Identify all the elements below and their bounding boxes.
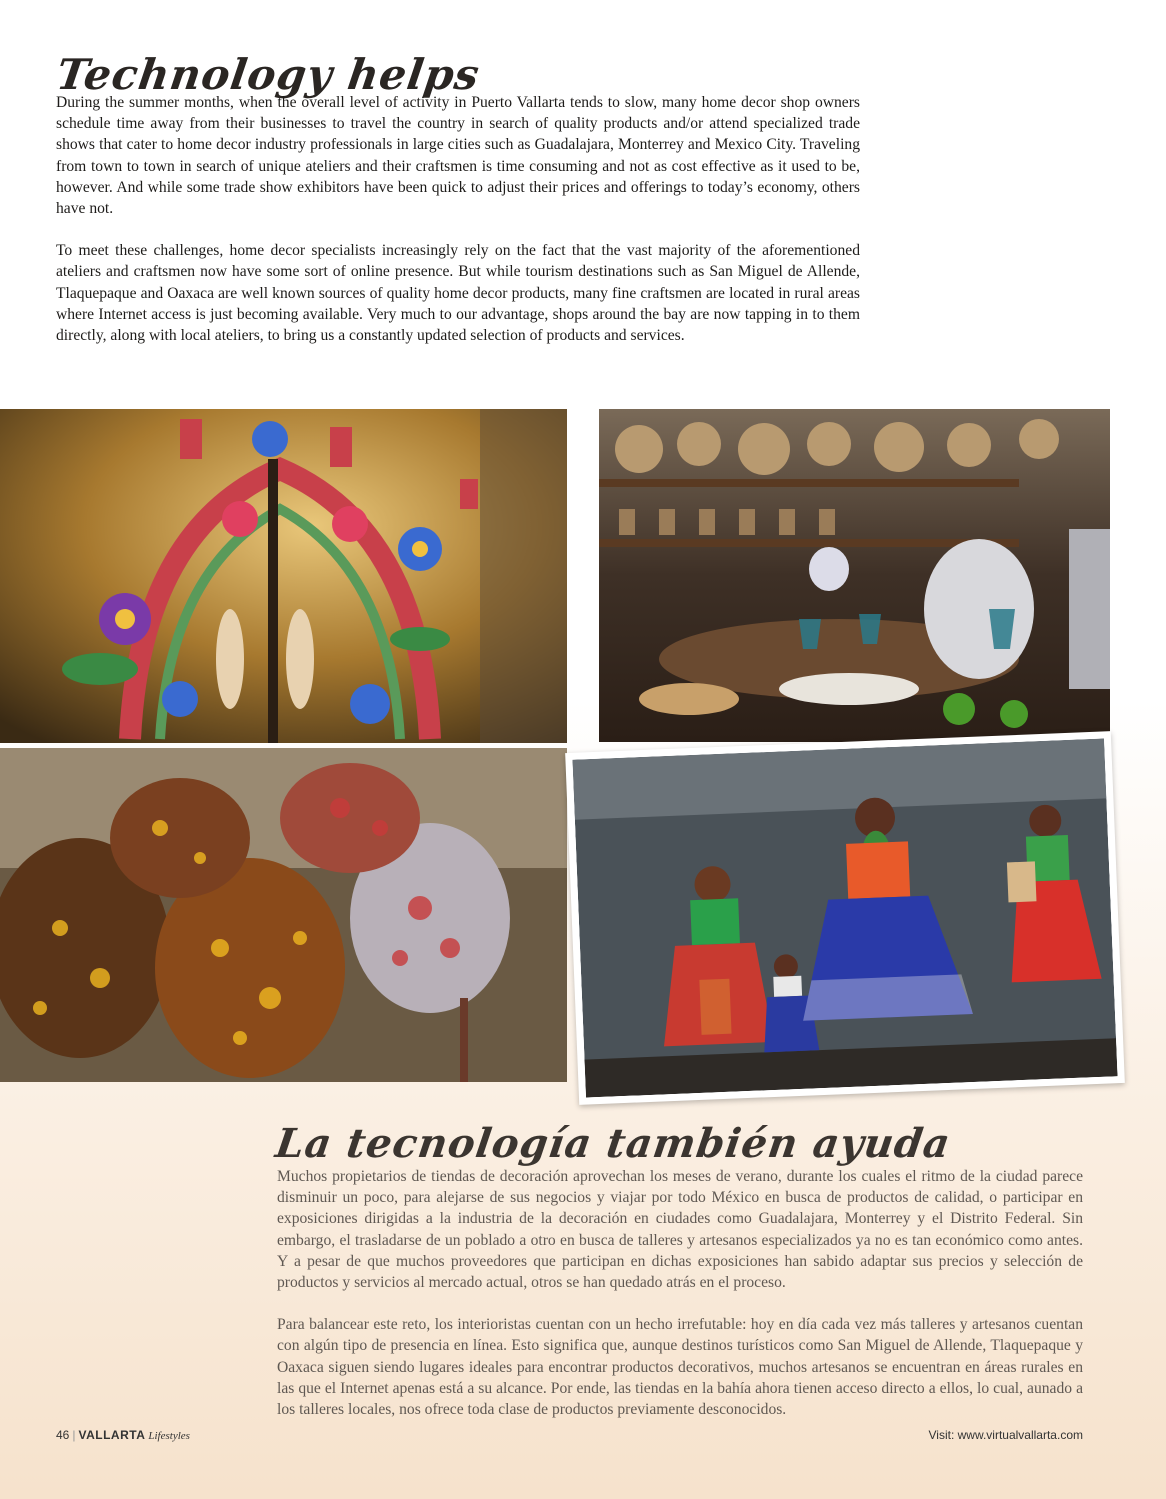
english-paragraph-2: To meet these challenges, home decor specialists increasingly rely on the fact that the vast majority of the aforementioned ateliers and craftsmen now have some sort of online presence. But while tourism destinations such as San Miguel de Allende, Tlaquepaque and Oaxaca are well known sources of quality home decor products, many fine craftsmen are located in rural areas where Internet access is just becoming available. Very much to our advantage, shops around the bay are now tapping in to them directly, along with local ateliers, to bring us a constantly updated selection of products and services. (56, 242, 860, 345)
folk-dolls-photo (572, 738, 1117, 1097)
magazine-brand-sub: Lifestyles (148, 1430, 190, 1442)
spanish-body (277, 1166, 1083, 1441)
footer-page-info (56, 1428, 190, 1442)
footer-website[interactable]: Visit: www.virtualvallarta.com (928, 1428, 1083, 1442)
spanish-title: La tecnología también ayuda (272, 1120, 954, 1167)
spanish-paragraph-2: Para balancear este reto, los interioristas cuentan con un hecho irrefutable: hoy en día cada vez más talleres y artesanos cuentan con algún tipo de presencia en línea. Esto significa que, aunque destinos turísticos como San Miguel de Allende, Tlaquepaque y Oaxaca siguen siendo lugares ideales para encontrar productos decorativos, muchos artesanos se encuentran en áreas rurales en las que el Internet apenas está a su alcance. Por ende, las tiendas en la bahía ahora tienen acceso directo a ellos, lo cual, aunado a los talleres locales, nos ofrece toda clase de productos previamente desconocidos. (277, 1316, 1083, 1419)
english-paragraph-1: During the summer months, when the overall level of activity in Puerto Vallarta tends to slow, many home decor shop owners schedule time away from their businesses to travel the country in search of quality products and/or attend specialized trade shows that cater to home decor industry professionals in large cities such as Guadalajara, Monterrey and Mexico City. Traveling from town to town in search of unique ateliers and their craftsmen is time consuming and not as cost effective as it used to be, however. And while some trade show exhibitors have been quick to adjust their prices and offerings to today’s economy, others have not. (56, 94, 860, 218)
footer-separator: | (72, 1428, 76, 1442)
english-body (56, 92, 860, 367)
blown-glasses-photo (0, 748, 567, 1082)
folk-dolls-photo-frame (565, 731, 1125, 1105)
shop-interior-photo (599, 409, 1110, 742)
page-number: 46 (56, 1428, 70, 1442)
english-title: Technology helps (53, 50, 483, 99)
tree-of-life-photo (0, 409, 567, 743)
magazine-brand: VALLARTA (78, 1428, 146, 1442)
spanish-paragraph-1: Muchos propietarios de tiendas de decoración aprovechan los meses de verano, durante los cuales el ritmo de la ciudad parece disminuir un poco, para alejarse de sus negocios y viajar por todo México en busca de productos de calidad, o participar en exposiciones dirigidas a la industria de la decoración en ciudades como Guadalajara, Monterrey y el Distrito Federal. Sin embargo, el trasladarse de un poblado a otro en busca de talleres y artesanos especializados ya no es tan económico como antes. Y a pesar de que muchos proveedores que participan en dichas exposiciones han sabido adaptar sus precios y selección de productos y servicios al mercado actual, otros se han quedado atrás en el proceso. (277, 1168, 1083, 1292)
